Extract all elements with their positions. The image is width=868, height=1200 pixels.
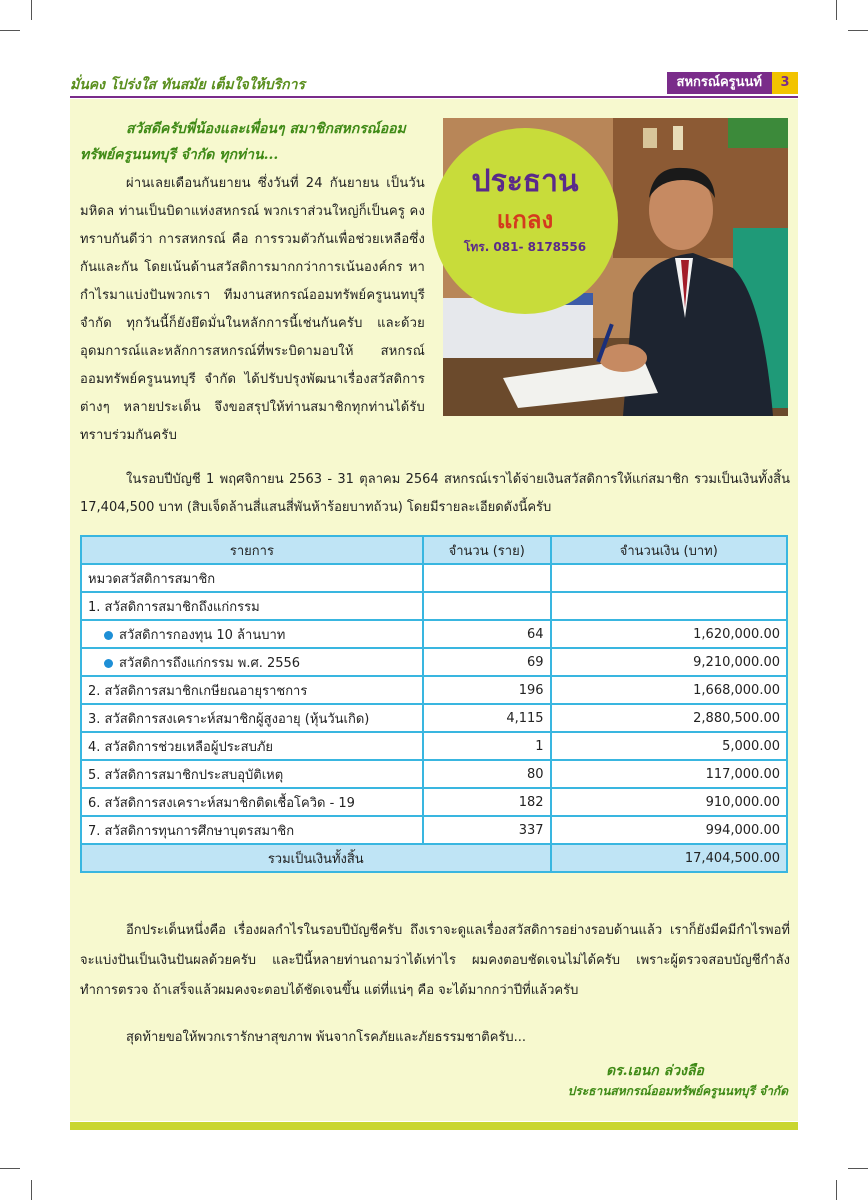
table-row [81,676,787,704]
president-name: แกลง [496,206,554,234]
amount-cell: 1,620,000.00 [551,620,787,648]
greeting: สวัสดีครับพี่น้องและเพื่อนๆ สมาชิกสหกรณ์ออมทรัพย์ครูนนทบุรี จำกัด ทุกท่าน... [80,121,406,163]
table-row [81,620,787,648]
item-cell: 4. สวัสดิการช่วยเหลือผู้ประสบภัย [81,732,423,760]
amount-cell: 910,000.00 [551,788,787,816]
amount-cell [551,564,787,592]
count-cell: 182 [423,788,551,816]
count-cell: 64 [423,620,551,648]
table-row [81,732,787,760]
signature-title: ประธานสหกรณ์ออมทรัพย์ครูนนทบุรี จำกัด [567,1084,788,1098]
crop-mark [848,30,868,31]
item-cell [81,648,423,676]
closing-paragraph: อีกประเด็นหนึ่งคือ เรื่องผลกำไรในรอบปีบัญชีครับ ถึงเราจะดูแลเรื่องสวัสดิการอย่างรอบด้านแล้ว เราก็ยังมีคมีกำไรพอที่จะแบ่งปันเป็นเงินปันผลด้วยครับ และปีนี้หลายท่านถามว่าได้เท่าไร ผมคงตอบชัดเจนไม่ได้ครับ เพราะผู้ตรวจสอบบัญชีกำลังทำการตรวจ ถ้าเสร็จแล้วผมคงจะตอบได้ชัดเจนขึ้น แต่ที่แน่ๆ คือ จะได้มากกว่าปีที่แล้วครับ [80,923,790,998]
item-cell: 2. สวัสดิการสมาชิกเกษียณอายุราชการ [81,676,423,704]
count-cell: 1 [423,732,551,760]
summary-paragraph: ในรอบปีบัญชี 1 พฤศจิกายน 2563 - 31 ตุลาคม 2564 สหกรณ์เราได้จ่ายเงินสวัสดิการให้แก่สมาชิก รวมเป็นเงินทั้งสิ้น 17,404,500 บาท (สิบเจ็ดล้านสี่แสนสี่พันห้าร้อยบาทถ้วน) โดยมีรายละเอียดดังนี้ครับ [80,472,790,515]
table-row [81,592,787,620]
crop-mark [31,1180,32,1200]
signature-name: ดร.เอนก ล่วงลือ [606,1063,704,1079]
crop-mark [836,1180,837,1200]
header-rule [70,96,798,98]
amount-cell: 1,668,000.00 [551,676,787,704]
item-label: สวัสดิการถึงแก่กรรม พ.ศ. 2556 [119,655,301,671]
table-row [81,816,787,844]
amount-cell: 5,000.00 [551,732,787,760]
bullet-icon [104,631,113,640]
bullet-icon [104,659,113,668]
item-cell: 1. สวัสดิการสมาชิกถึงแก่กรรม [81,592,423,620]
table-row [81,564,787,592]
welfare-table [80,535,788,873]
count-cell: 337 [423,816,551,844]
crop-mark [0,30,20,31]
table-header-row [81,536,787,564]
count-cell: 69 [423,648,551,676]
intro-paragraph: ผ่านเลยเดือนกันยายน ซึ่งวันที่ 24 กันยายน เป็นวันมหิดล ท่านเป็นบิดาแห่งสหกรณ์ พวกเราส่วนใหญ่ก็เป็นครู คงทราบกันดีว่า การสหกรณ์ คือ การรวมตัวกันเพื่อช่วยเหลือซึ่งกันและกัน โดยเน้นด้านสวัสดิการมากกว่าการเน้นองค์กร หากำไรมาแบ่งปันพวกเรา ทีมงานสหกรณ์ออมทรัพย์ครูนนทบุรี จำกัด ทุกวันนี้ก็ยังยึดมั่นในหลักการนี้เช่นกันครับ และด้วยอุดมการณ์และหลักการสหกรณ์ที่พระบิดามอบให้ สหกรณ์ออมทรัพย์ครูนนทบุรี จำกัด ได้ปรับปรุงพัฒนาเรื่องสวัสดิการต่างๆ หลายประเด็น จึงขอสรุปให้ท่านสมาชิกทุกท่านได้รับทราบร่วมกันครับ [80,176,425,443]
count-cell: 196 [423,676,551,704]
president-phone: โทร. 081- 8178556 [463,240,587,254]
section-tab [667,72,798,94]
count-cell [423,592,551,620]
column-header-count: จำนวน (ราย) [423,536,551,564]
amount-cell: 117,000.00 [551,760,787,788]
table-row [81,704,787,732]
total-amount: 17,404,500.00 [551,844,787,872]
item-cell: 3. สวัสดิการสงเคราะห์สมาชิกผู้สูงอายุ (หุ้นวันเกิด) [81,704,423,732]
amount-cell [551,592,787,620]
table-row [81,648,787,676]
page-header [70,74,798,96]
count-cell [423,564,551,592]
item-cell: หมวดสวัสดิการสมาชิก [81,564,423,592]
crop-mark [31,0,32,20]
table-total-row [81,844,787,872]
total-label: รวมเป็นเงินทั้งสิ้น [81,844,551,872]
page-number: 3 [772,72,798,94]
amount-cell: 9,210,000.00 [551,648,787,676]
column-header-item: รายการ [81,536,423,564]
item-cell [81,620,423,648]
amount-cell: 994,000.00 [551,816,787,844]
crop-mark [848,1168,868,1169]
count-cell: 80 [423,760,551,788]
crop-mark [0,1168,20,1169]
table-row [81,788,787,816]
table-row [81,760,787,788]
column-header-amount: จำนวนเงิน (บาท) [551,536,787,564]
section-title: สหกรณ์ครูนนท์ [667,72,772,94]
farewell-paragraph: สุดท้ายขอให้พวกเรารักษาสุขภาพ พ้นจากโรคภัยและภัยธรรมชาติครับ... [126,1030,527,1045]
crop-mark [836,0,837,20]
slogan: มั่นคง โปร่งใส ทันสมัย เต็มใจให้บริการ [70,77,306,93]
item-cell: 7. สวัสดิการทุนการศึกษาบุตรสมาชิก [81,816,423,844]
amount-cell: 2,880,500.00 [551,704,787,732]
item-cell: 6. สวัสดิการสงเคราะห์สมาชิกติดเชื้อโควิด - 19 [81,788,423,816]
item-label: สวัสดิการกองทุน 10 ล้านบาท [119,627,286,643]
count-cell: 4,115 [423,704,551,732]
president-title: ประธาน [471,164,579,199]
president-badge [432,128,618,314]
item-cell: 5. สวัสดิการสมาชิกประสบอุบัติเหตุ [81,760,423,788]
footer-bar [70,1122,798,1130]
